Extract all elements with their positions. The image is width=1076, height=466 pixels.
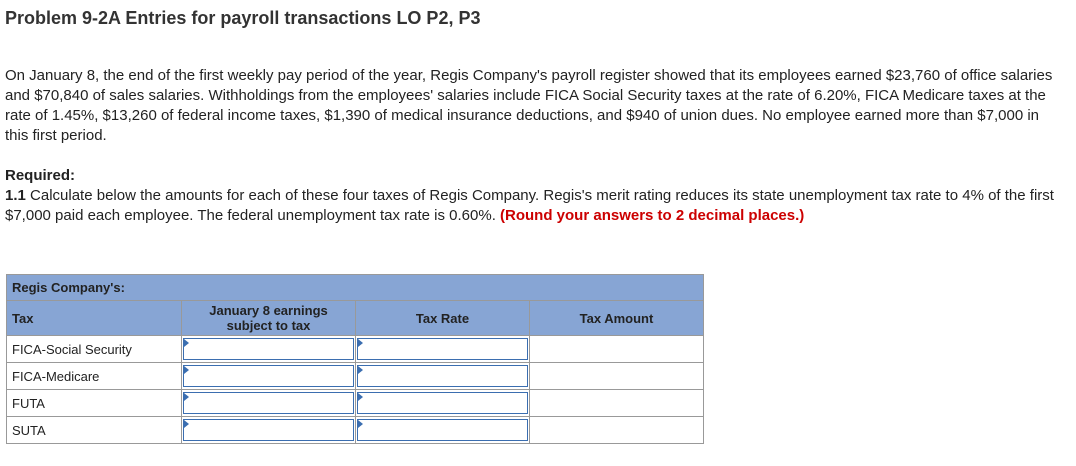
input-marker-icon bbox=[358, 393, 363, 401]
tax-rate-input[interactable] bbox=[358, 420, 531, 442]
requirement-text: Calculate below the amounts for each of these four taxes of Regis Company. Regis's merit rating reduces its state unemployment tax rate to 4% of the first $7,000 paid each employee. The federal unemployment tax rate is 0.60%. bbox=[5, 187, 1054, 224]
input-marker-icon bbox=[184, 420, 189, 428]
tax-rate-input[interactable] bbox=[358, 366, 531, 388]
tax-name: FICA-Social Security bbox=[7, 336, 182, 363]
required-label: Required: bbox=[5, 167, 76, 184]
rounding-note: (Round your answers to 2 decimal places.) bbox=[500, 207, 805, 224]
header-tax-rate: Tax Rate bbox=[356, 301, 530, 336]
table-row bbox=[7, 417, 704, 444]
problem-description: On January 8, the end of the first weekly pay period of the year, Regis Company's payroll register showed that its employees earned $23,760 of office salaries and $70,840 of sales salaries. Withholdings from the employees' salaries include FICA Social Security taxes at the rate of 6.20%, FICA Medicare taxes at the rate of 1.45%, $13,260 of federal income taxes, $1,390 of medical insurance deductions, and $940 of union dues. No employee earned more than $7,000 in this first period. bbox=[5, 67, 1053, 144]
earnings-input[interactable] bbox=[184, 339, 357, 361]
earnings-input[interactable] bbox=[184, 420, 357, 442]
input-marker-icon bbox=[184, 339, 189, 347]
input-marker-icon bbox=[358, 420, 363, 428]
table-row bbox=[7, 390, 704, 417]
earnings-cell bbox=[182, 363, 356, 390]
table-row bbox=[7, 336, 704, 363]
earnings-input[interactable] bbox=[184, 366, 357, 388]
rate-cell bbox=[356, 417, 530, 444]
tax-name: FUTA bbox=[7, 390, 182, 417]
header-tax: Tax bbox=[7, 301, 182, 336]
input-marker-icon bbox=[358, 366, 363, 374]
tax-name: SUTA bbox=[7, 417, 182, 444]
earnings-cell bbox=[182, 336, 356, 363]
tax-rate-input[interactable] bbox=[358, 393, 531, 415]
tax-amount-cell bbox=[530, 390, 704, 417]
earnings-input[interactable] bbox=[184, 393, 357, 415]
earnings-cell bbox=[182, 390, 356, 417]
payroll-tax-table bbox=[6, 274, 704, 444]
input-marker-icon bbox=[358, 339, 363, 347]
rate-cell bbox=[356, 390, 530, 417]
rate-cell bbox=[356, 363, 530, 390]
table-row bbox=[7, 363, 704, 390]
tax-rate-input[interactable] bbox=[358, 339, 531, 361]
header-earnings: January 8 earnings subject to tax bbox=[182, 301, 356, 336]
tax-amount-cell bbox=[530, 363, 704, 390]
tax-amount-cell bbox=[530, 336, 704, 363]
requirement-number: 1.1 bbox=[5, 187, 26, 204]
tax-name: FICA-Medicare bbox=[7, 363, 182, 390]
input-marker-icon bbox=[184, 393, 189, 401]
tax-amount-cell bbox=[530, 417, 704, 444]
requirements bbox=[5, 166, 1055, 226]
earnings-cell bbox=[182, 417, 356, 444]
input-marker-icon bbox=[184, 366, 189, 374]
page-title: Problem 9-2A Entries for payroll transactions LO P2, P3 bbox=[5, 8, 481, 28]
table-caption: Regis Company's: bbox=[7, 275, 704, 301]
rate-cell bbox=[356, 336, 530, 363]
header-tax-amount: Tax Amount bbox=[530, 301, 704, 336]
